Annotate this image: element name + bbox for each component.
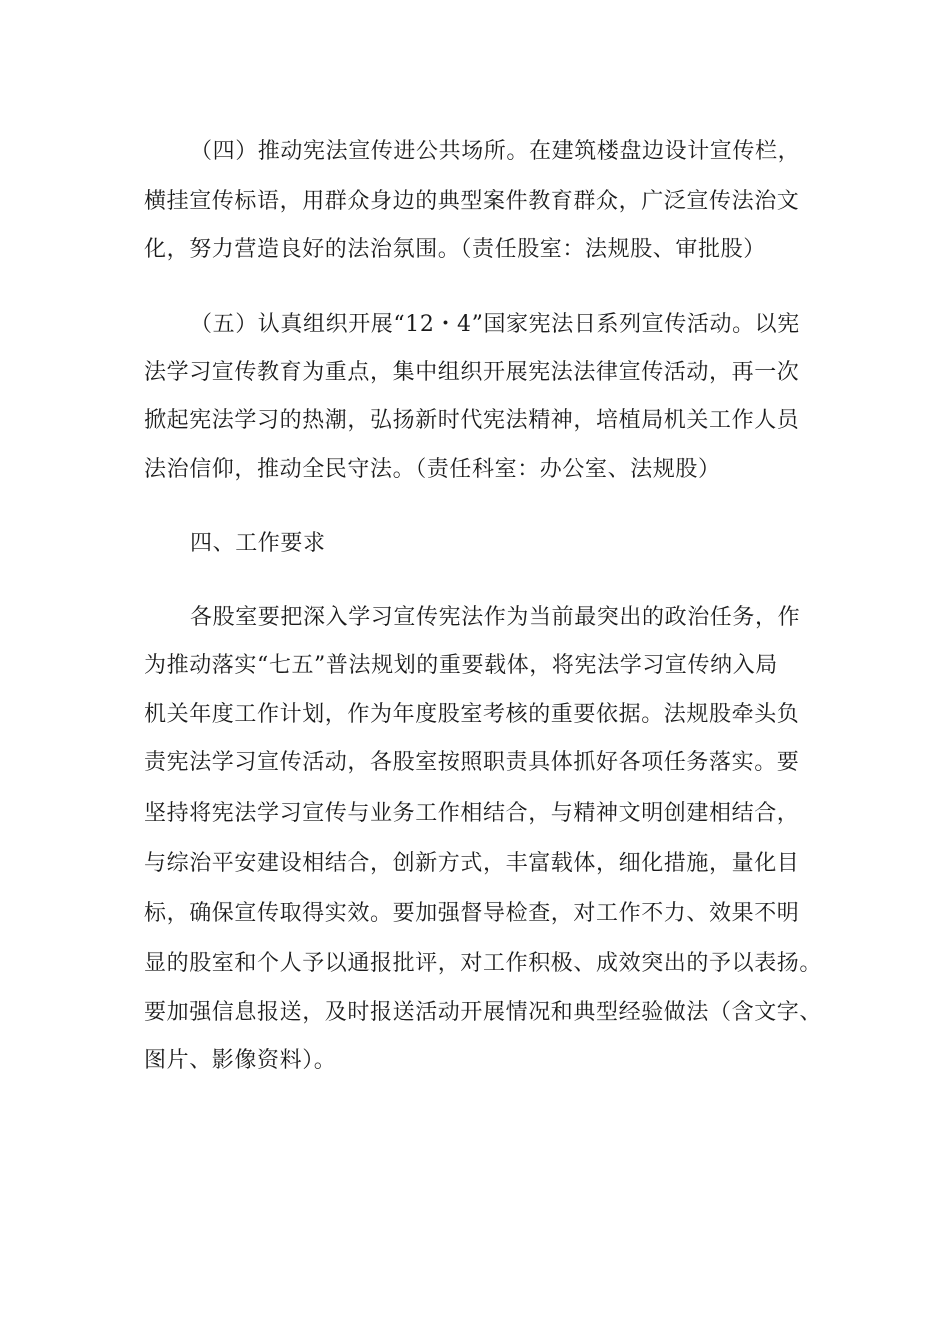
- paragraph-6-line-9: 要加强信息报送，及时报送活动开展情况和典型经验做法（含文字、: [144, 1000, 823, 1025]
- paragraph-6-line-6: 与综治平安建设相结合，创新方式，丰富载体，细化措施，量化目: [144, 851, 800, 876]
- paragraph-6-line-3: 机关年度工作计划，作为年度股室考核的重要依据。法规股牵头负: [144, 702, 800, 727]
- paragraph-4-line-2: 横挂宣传标语，用群众身边的典型案件教育群众，广泛宣传法治文: [144, 189, 800, 214]
- paragraph-5-line-2: 法学习宣传教育为重点，集中组织开展宪法法律宣传活动，再一次: [144, 360, 800, 385]
- paragraph-6-line-1: 各股室要把深入学习宣传宪法作为当前最突出的政治任务，作: [190, 605, 801, 630]
- paragraph-6-line-8: 显的股室和个人予以通报批评，对工作积极、成效突出的予以表扬。: [144, 951, 823, 976]
- paragraph-5-line-3: 掀起宪法学习的热潮，弘扬新时代宪法精神，培植局机关工作人员: [144, 408, 800, 433]
- paragraph-5-line-1: （五）认真组织开展“12・4”国家宪法日系列宣传活动。以宪: [190, 312, 800, 337]
- paragraph-6-line-2: 为推动落实“七五”普法规划的重要载体，将宪法学习宣传纳入局: [144, 653, 778, 678]
- paragraph-4-line-3: 化，努力营造良好的法治氛围。（责任股室：法规股、审批股）: [144, 237, 766, 262]
- paragraph-5-line-4: 法治信仰，推动全民守法。（责任科室：办公室、法规股）: [144, 457, 721, 482]
- paragraph-6-line-10: 图片、影像资料）。: [144, 1048, 337, 1073]
- paragraph-6-line-5: 坚持将宪法学习宣传与业务工作相结合，与精神文明创建相结合，: [144, 801, 800, 826]
- paragraph-4-line-1: （四）推动宪法宣传进公共场所。在建筑楼盘边设计宣传栏，: [190, 139, 801, 164]
- paragraph-6-line-7: 标，确保宣传取得实效。要加强督导检查，对工作不力、效果不明: [144, 901, 800, 926]
- paragraph-6-line-4: 责宪法学习宣传活动，各股室按照职责具体抓好各项任务落实。要: [144, 750, 800, 775]
- section-heading: 四、工作要求: [190, 531, 326, 556]
